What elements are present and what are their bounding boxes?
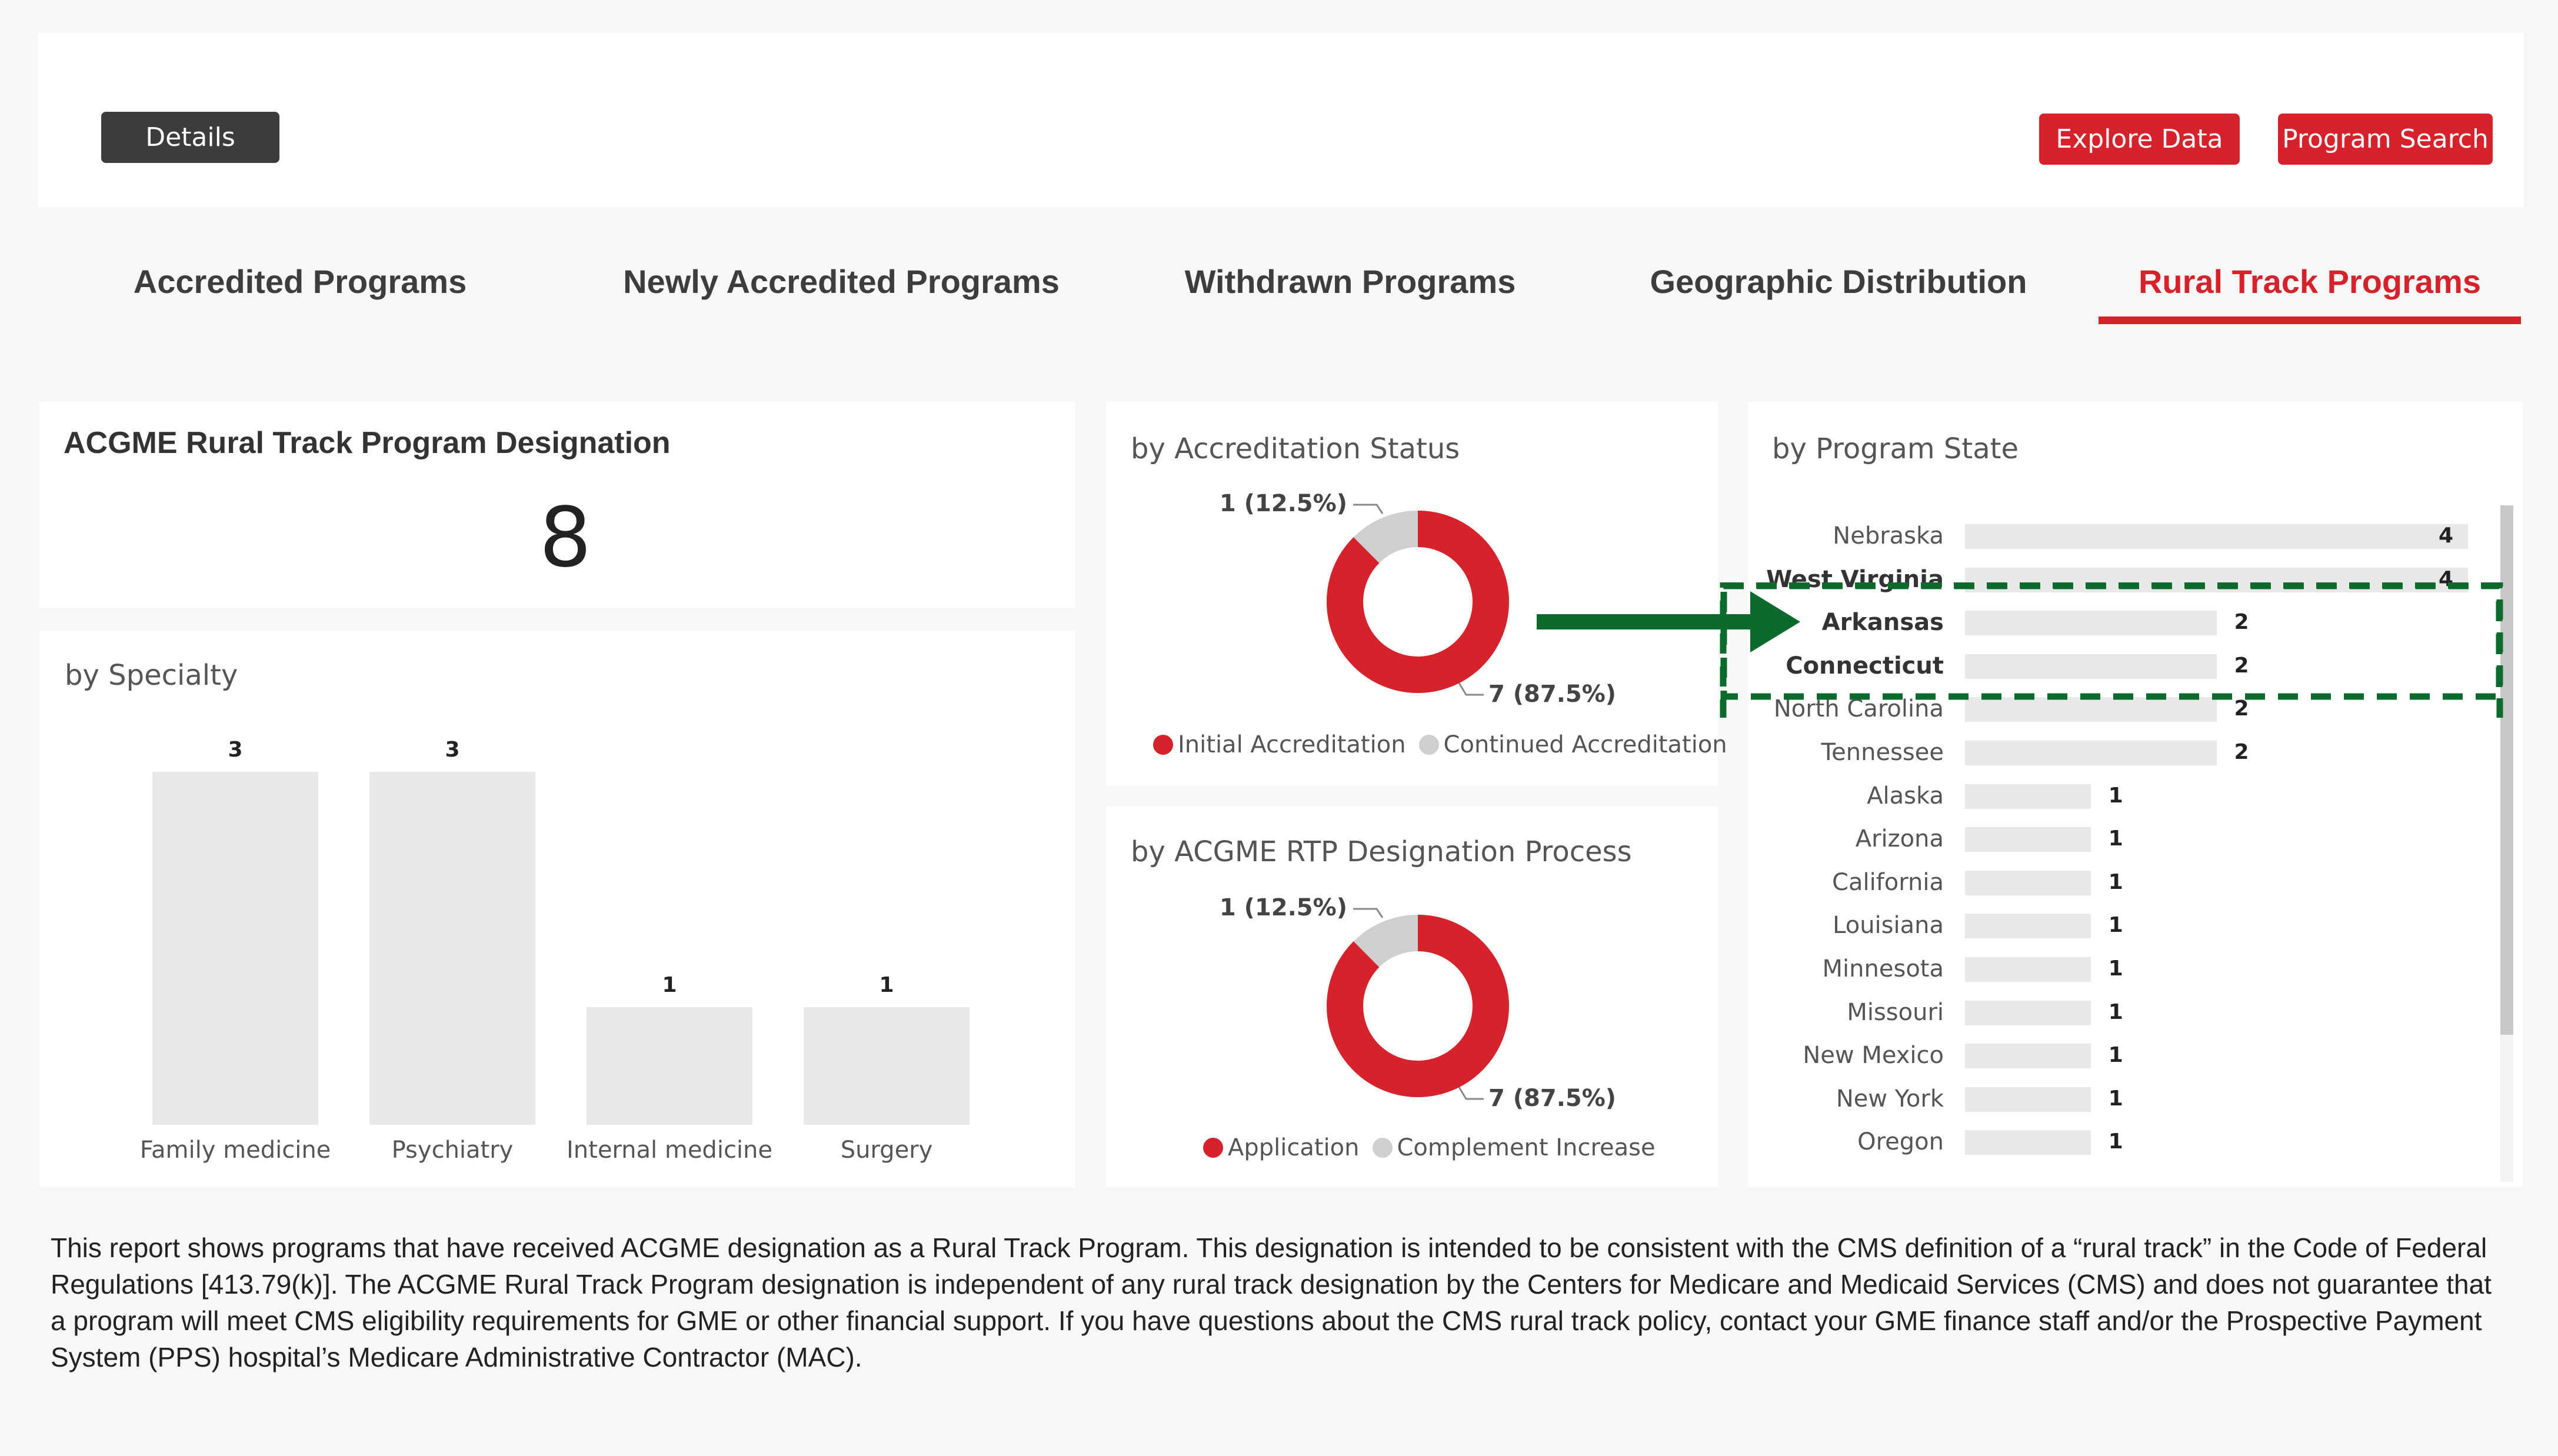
bar-value-family-medicine: 3 [228,738,243,762]
tab-accredited-programs[interactable]: Accredited Programs [133,262,467,300]
program-search-button[interactable]: Program Search [2278,114,2493,165]
state-value-tennessee: 2 [2234,740,2249,764]
state-name-louisiana: Louisiana [1833,912,1944,939]
state-value-new-york: 1 [2108,1086,2123,1111]
state-value-north-carolina: 2 [2234,697,2249,721]
state-name-new-york: New York [1836,1085,1944,1112]
state-value-west-virginia: 4 [2439,567,2454,591]
state-row-alaska[interactable] [1771,778,2506,814]
state-name-north-carolina: North Carolina [1773,695,1944,723]
designation-count: 8 [539,490,592,586]
state-value-louisiana: 1 [2108,913,2123,938]
state-row-nebraska[interactable] [1771,518,2506,554]
state-value-alaska: 1 [2108,783,2123,808]
explore-data-button[interactable]: Explore Data [2039,114,2240,165]
designation-process-leader-small [1353,909,1383,918]
legend-complement-increase: Complement Increase [1397,1134,1656,1161]
designation-process-leader-large [1459,1087,1484,1099]
state-name-missouri: Missouri [1847,998,1944,1026]
specialty-bar-chart [39,631,1075,1187]
state-bar-nebraska[interactable] [1965,524,2468,549]
state-value-oregon: 1 [2108,1130,2123,1154]
bar-surgery[interactable] [804,1007,970,1125]
legend-application: Application [1228,1134,1360,1161]
legend-dot-complement [1373,1138,1393,1158]
bar-family-medicine[interactable] [152,772,318,1125]
state-value-new-mexico: 1 [2108,1043,2123,1068]
state-bar-alaska[interactable] [1965,784,2091,809]
designation-card [39,402,1075,608]
accreditation-label-large: 7 (87.5%) [1488,681,1617,708]
active-tab-indicator [2099,316,2521,324]
program-state-chart-title: by Program State [1772,432,2019,465]
state-value-connecticut: 2 [2234,653,2249,678]
accreditation-legend [1153,731,1727,758]
designation-process-legend [1203,1134,1656,1161]
bar-value-surgery: 1 [879,973,894,997]
state-name-arizona: Arizona [1855,825,1944,853]
accreditation-label-small: 1 (12.5%) [1219,490,1347,517]
category-label-internal-medicine: Internal medicine [566,1137,773,1164]
state-name-oregon: Oregon [1857,1128,1944,1156]
accreditation-slice-initial-accreditation[interactable] [1345,529,1491,675]
state-bar-louisiana[interactable] [1965,914,2091,938]
category-label-psychiatry: Psychiatry [391,1137,514,1164]
state-value-nebraska: 4 [2439,524,2454,548]
state-name-alaska: Alaska [1867,782,1944,809]
accreditation-leader-large [1459,683,1484,695]
state-value-minnesota: 1 [2108,957,2123,981]
state-bar-arizona[interactable] [1965,827,2091,852]
state-name-nebraska: Nebraska [1833,522,1944,549]
state-bar-oregon[interactable] [1965,1130,2091,1155]
accreditation-chart-title: by Accreditation Status [1131,432,1460,465]
state-row-oregon[interactable] [1771,1124,2506,1160]
designation-title: ACGME Rural Track Program Designation [64,426,671,460]
legend-initial-accreditation: Initial Accreditation [1178,731,1406,758]
arrow-shaft [1537,614,1760,629]
state-name-new-mexico: New Mexico [1803,1042,1944,1069]
state-row-new-york[interactable] [1771,1081,2506,1117]
state-value-missouri: 1 [2108,999,2123,1024]
state-row-louisiana[interactable] [1771,908,2506,943]
state-name-minnesota: Minnesota [1822,955,1944,982]
state-name-tennessee: Tennessee [1821,739,1944,766]
designation-process-card [1106,806,1718,1187]
state-row-new-mexico[interactable] [1771,1038,2506,1073]
state-value-arizona: 1 [2108,827,2123,851]
state-value-california: 1 [2108,869,2123,894]
state-row-minnesota[interactable] [1771,951,2506,987]
tab-withdrawn-programs[interactable]: Withdrawn Programs [1184,262,1516,300]
state-bar-missouri[interactable] [1965,1001,2091,1025]
state-bar-california[interactable] [1965,871,2091,895]
state-bar-new-york[interactable] [1965,1087,2091,1112]
details-button[interactable]: Details [101,112,279,163]
designation-process-slice-application[interactable] [1345,933,1491,1079]
report-description: This report shows programs that have received ACGME designation as a Rural Track Program. This designation is intended to be consistent with the CMS definition of a “rural track” in the Code of Federal Regulations [413.79(k)]. The ACGME Rural Track Program designation is independent of any rural track designation by the Centers for Medicare and Medicaid Services (CMS) and does not guarantee that a program will meet CMS eligibility requirements for GME or other financial support. If you have questions about the CMS rural track policy, contact your GME finance staff and/or the Prospective Payment System (PPS) hospital’s Medicare Administrative Contractor (MAC). [51,1232,2492,1372]
category-label-surgery: Surgery [840,1137,933,1164]
accreditation-leader-small [1353,505,1383,514]
legend-continued-accreditation: Continued Accreditation [1443,731,1727,758]
state-bar-new-mexico[interactable] [1965,1044,2091,1068]
state-row-missouri[interactable] [1771,995,2506,1030]
state-row-california[interactable] [1771,865,2506,900]
legend-dot-initial [1153,735,1173,755]
designation-process-label-large: 7 (87.5%) [1488,1085,1617,1112]
category-label-family-medicine: Family medicine [139,1137,331,1164]
bar-value-internal-medicine: 1 [662,973,677,997]
designation-process-chart-title: by ACGME RTP Designation Process [1131,835,1632,868]
state-name-california: California [1832,868,1944,896]
tab-rural-track-programs[interactable]: Rural Track Programs [2138,262,2482,300]
state-bar-tennessee[interactable] [1965,741,2217,765]
state-name-arkansas: Arkansas [1821,609,1944,637]
specialty-card [39,631,1075,1187]
tab-geographic-distribution[interactable]: Geographic Distribution [1650,262,2027,300]
legend-dot-continued [1419,735,1439,755]
bar-internal-medicine[interactable] [587,1007,752,1125]
designation-process-label-small: 1 (12.5%) [1219,894,1347,921]
bar-value-psychiatry: 3 [445,738,460,762]
dashed-highlight-box [1724,586,2499,697]
state-name-connecticut: Connecticut [1786,652,1944,679]
designation-process-donut-chart [1106,806,1718,1135]
bar-psychiatry[interactable] [369,772,535,1125]
tab-newly-accredited-programs[interactable]: Newly Accredited Programs [623,262,1060,300]
arrow-overlay [1530,582,1836,677]
arrow-right-icon [1750,591,1800,652]
state-row-arizona[interactable] [1771,821,2506,857]
state-name-west-virginia: West Virginia [1766,565,1944,593]
state-row-tennessee[interactable] [1771,735,2506,770]
state-bar-minnesota[interactable] [1965,957,2091,982]
state-value-arkansas: 2 [2234,610,2249,635]
specialty-chart-title: by Specialty [65,659,238,692]
legend-dot-application [1203,1138,1223,1158]
